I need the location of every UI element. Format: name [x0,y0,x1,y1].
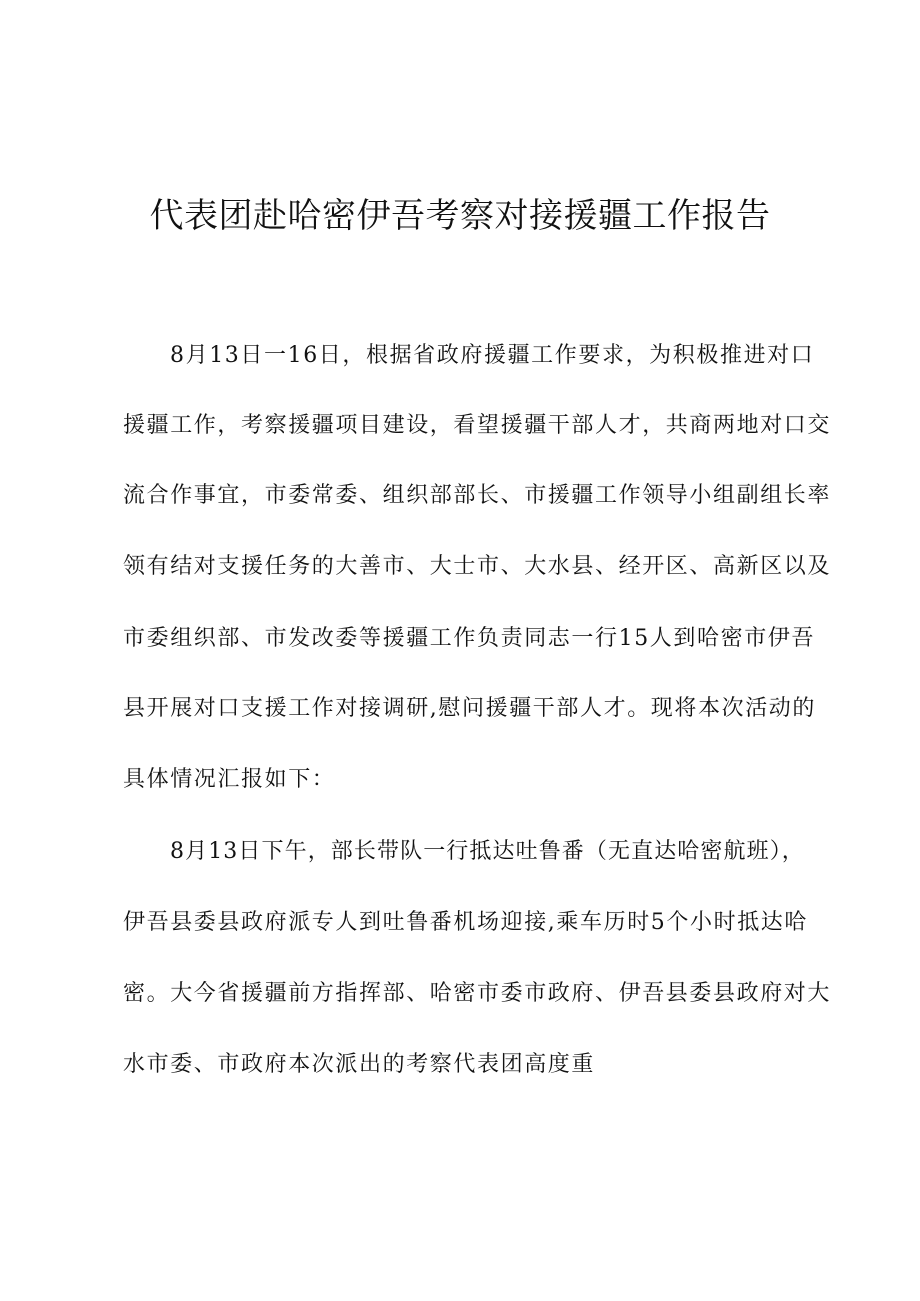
paragraph-1-line-4: 领有结对支援任务的大善市、大士市、大水县、经开区、高新区以及 [123,554,832,579]
paragraph-1-line-7: 具体情况汇报如下： [123,767,336,792]
document-title: 代表团赴哈密伊吾考察对接援疆工作报告 [149,196,771,236]
paragraph-1-line-2: 援疆工作，考察援疆项目建设，看望援疆干部人才，共商两地对口交 [123,413,832,438]
paragraph-2-line-3: 密。大今省援疆前方指挥部、哈密市委市政府、伊吾县委县政府对大 [123,981,832,1006]
paragraph-1-line-6: 县开展对口支援工作对接调研,慰问援疆干部人才。现将本次活动的 [123,696,816,721]
paragraph-2-line-2: 伊吾县委县政府派专人到吐鲁番机场迎接,乘车历时5个小时抵达哈 [123,910,808,935]
paragraph-1-line-1: 8月13日一16日，根据省政府援疆工作要求，为积极推进对口 [170,343,815,368]
paragraph-2-line-4: 水市委、市政府本次派出的考察代表团高度重 [123,1052,596,1077]
paragraph-1-line-3: 流合作事宜，市委常委、组织部部长、市援疆工作领导小组副组长率 [123,483,832,508]
paragraph-1-line-5: 市委组织部、市发改委等援疆工作负责同志一行15人到哈密市伊吾 [123,626,815,651]
paragraph-2-line-1: 8月13日下午，部长带队一行抵达吐鲁番（无直达哈密航班）， [170,839,805,864]
